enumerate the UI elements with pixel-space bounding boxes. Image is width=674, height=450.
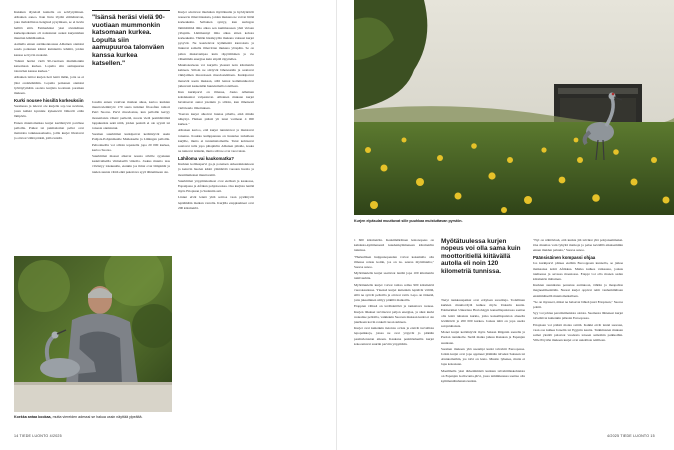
right-col-2 [441,298,525,430]
pull-quote [92,10,170,67]
paragraph: Kurjet ovat kuitenkin tietoisia ovista ja etsivät turvallisia lepopaikkoja, joissa ne ovat yöpyvät jo pitkään pesänvierustan aikaan. Kaukana pesimäalueilta kurjet kokoontuvat suuriin parviin yöpymään. [354,326,434,346]
page-folio-right: 4/2025 TIEDE LUONTO 15 [607,434,655,438]
paragraph: "Herkullisen huippunopeuden voivat kokemalla olla ilmassa reissu kotiin, jos on ns. seuraa myötätuulta," Suorsa sanoo. [354,254,434,270]
caption-bold: Kurjen elpäsulat muuttuvat sille puuhkaa muistuttavan pyrstön. [354,219,463,223]
paragraph: Suomessa ja tulevat ole kurjelle soy-vaa nevinna, joten kalkki kyennäe kykenevät lähtevät ettän lämpöön. [14,103,84,119]
left-photo-caption [14,415,174,420]
pull-quote-text: "Isänsä heräsi vielä 90-vuotiaan mummonkin katsomaan kurkea. Lopulta siin aamupuuroa talonväen kanssa kurkea katsellen." [92,14,165,67]
paragraph: Tietyt tankkauspaikat ovat erityisen suosittuja. Todellinen kurkien muuttoväylä kulkee myös Unkarin kautta. Esimerkiksi Unkarissa Hortobágyn kansallispuistossa saattaa olla lentä tuhansia kurkia, jotka kansallispuiston alueella levähtävät ja 200 000 kurkea. Joskus niitä on jopa useita satojatuhansia. [441,298,525,329]
paragraph: Kun kurkiparvi on ilmassa, Jouko Alhainen kohdekuntat valpastuvat. Alhainen mukaan kurjet havaitsevat aunat jotenkin jo silloin, kun ilmeisesti vielä kaulo ilmoituksen. [178,90,254,110]
paragraph: Kurjet odottavat mieluiten myötätuulia ja hyödyntävät nousevia ilmavirtauksia, joiden mukana ne voivat liitää korkeuksiin. Sellainen syntyy, kun auringon lämmittämä ilma alkaa sen kummassaan yhtä virtaan ylöspäin. Lämmennyt ilma alkaa sitten kohota korkeuksiin. Tämän hissikyydin mukana vakuasi kurjet pysyvät. Ne kaartelevat kymmeniä kierroksia ja liukuvat samalla ilmavirran mukana ylöspäin. Se on pidon mukavampaa kuin räpyttäminen ja vie vähemmän energiaa kuin siipilä räpyttelles. [178,10,254,61]
paragraph: "Kerran kurjet alkoivat huutaa pihalla, eikä minän näkynyt. Hetken päästä yli lensi varmaan 4 000 kurkea." [178,111,254,127]
right-photo-caption [354,219,554,224]
caption-text: mutta viereiden adesssi se hakua ussin näyttää ylpeältä. [52,415,143,419]
crane-in-meadow-photo [354,0,674,215]
paragraph: Suomen suurimmat kurkiparvet kerääntyvät usein Pohjois-Pohjanmaalle Muhokselle ja Limingan pelloille. Peltoalueilla voi silloin tepastella jopa 20 000 kurkea, kertoo Suorsa. [92,132,170,152]
right-col-3 [533,238,623,430]
paragraph: Kukkien täyteistä kuntelle on selviytyminen. Alhainen aaneo. Kun lintu löytää elämäntavan, joka mahdollistaa hengissä pysymisen, se ei hevin hellitä siitä. Esimerkiksi yksi sivuikäinen kurkenpoikanen oli nalastunut osaksi kurjenlahen muuttun lehmälaumaa. [14,10,84,41]
paragraph: Aamulla ennen aurinkonnousua Alhainen onnistui saada poikanen kiinni kuinnuttia lehmiä, joiden kanssa se hyvin ruokaisi. [14,42,84,57]
left-col-1 [14,10,84,248]
pull-quote-right [441,238,525,275]
paragraph: Alhaisen kertoo, että kurjet tunnistavat ja muistavat toisensa. Koskka kumppanuus on huutelee tarkalleen kurjille, mutta ei tuntemattomaille. Tutut kohtaavat saattavat tulla jopa pihapiiriin Alhaisen pihalle, koska ne tuntevat isännän, mutta silti ne ovat varovaisia. [178,128,254,154]
paragraph: Myötätuulella kurjet voivat taittaa reilua 900 kilometriä vuorokaudessa. Yleensä kurjet kuitenkin lepäävät välillä, sillä ne syövät pelloilla ja ottavat vettä. Lepo on tärkeää, jotta jaksaminen säilyy pitkillä matkoilla. [354,282,434,303]
left-col-2 [92,100,170,248]
section-subheading: Päänsisäinen kompassi ohjaa [533,255,596,261]
paragraph: Suomen mukaan yhä useampi kurki talvehtii Euroopassa. Jotkin kurjet ovat jopa oppineet jäämään talveksi Saksaan tai Alankomaihin, jos talvi on leuto. Muutto lyhenee, mutta ei lopu kokonaan. [441,346,525,367]
right-col-1 [354,238,434,430]
page-folio-left: 14 TIEDE LUONTO 4/2025 [14,434,62,438]
paragraph: "Nyt on nähtävissä, että kurkia jää talviksi yhä pohjoisemmaksi. Osa muuttaa vain lyhyitä matkoja ja palaa keväällä aikaisemmin ennen muiden paluuta," Suorsa sanoo. [533,238,623,253]
paragraph: Linnut eivät lennä yhtä soittoa vaan pysähtyvät lepäämään matkan varrella. Kurjilla etappisuhteet ovat 200 kilometriä. [178,195,254,210]
pull-quote-rule [92,10,170,11]
right-page [337,0,674,450]
paragraph: Suurimmat massat alkavat nousta siiville syyskuun keskivaiheilla viimeisellä viikolla. Joskus muutto taas viivästyy lokakuulle, etenkin jos ilmat ovat lämpimät ja tuulen suunta väärä eikä pakottava syyä lähtemiseen ole. [92,154,170,174]
caption-bold: Koekka antaa kookaa, [14,415,52,419]
paragraph: Myötätuulella kurjet saattavat lentää jopa 100 kilometrin tuntivauhtia. [354,271,434,281]
left-col-3 [178,10,254,428]
man-with-crane-photo [14,256,172,412]
paragraph: Suurimmat yöpymiskohteet ovat etelässä ja kaakossa, Espanjassa ja Afrikan pohjoisosissa. Osa kurjista lentää myös Etiopiaan ja Sudaniin asti. [178,178,254,194]
paragraph: Kurkien kolmaspervi ga-ja ponaisen Arkeaalukokkoon ja ketuvin huolen käsitt ymmärtää vuosien huolta ja monimutkaiset muuttoreitit. [178,162,254,177]
paragraph: Syy voi johtua paratiisimaisista oloista. Suomesta lähteneet kurjet talvehtivat kuitenkin pääosin Euroopassa. [533,311,623,321]
paragraph: "Se on mysteeri, miksi ne halaavat lähteä juuri Etiopiaan," Suorsa pohtii. [533,299,623,309]
paragraph: Jos kurkiparvi pääsee etelään Eurooppaan kunnolla, se jatkaa matkaansa kohti Afrikkaa. Matka kulkee vaikeassa, joskus tuulisessa ja aavassa maastossa. Etappi voi olla monen sadan kilometrin mittainen. [533,261,623,281]
section-subheading: Kurki nousee hissillä korkeuksiin [14,97,84,103]
paragraph: Kurkien suunnistus perustuu aurinkoon, tähtiin ja maapallon magneettikenttään. Nuoret kurjet oppivat reitit vanhemmiltaan ensimmäisellä muuttomatkallaan. [533,283,623,298]
section-subheading: Lähiloma vai kaukomatka? [178,155,234,161]
paragraph: Etiopiaan voi päästä monta reittiä. Kaikki eivät lennä suoraan, vaan osa kulkee Israelin tai Egyptin kautta. Tutkimusten mukaan samat yksilöt palaavat vuodesta toiseen samoihin paikkoihin. Ville Pöyriön mukaan kurjet ovat uskollisia reitilleen. [533,322,623,343]
paragraph: Alhainen laittoi kurjen heti lentä mään, jotta se ei jäisi ondalehmään. Lopulta poikanen onnistui lyöttäytymään osoista kurjista koottuun poraikan mukaan. [14,75,84,96]
paragraph: Jossäin ennen vaativan matkan aikaa, kertoo kurkien muuttoviemittyöt 170 sauta tutkinut filosofian tohtori Petri Suorsa. Parvi muodostuu, kun pelloille kertyy monenlaista väkeä: perhettä, nuoria vielä pesimättömiä lappukurkia sekä niitä, joiden pesintä ei ole syystä tai toisesta onnistunut. [92,100,170,131]
paragraph: 1 600 kilometriin. Keskimääräinen lentonopeus on kahdesta-kymmenestä kuudenkymmeneen kilometriin tunnissa. [354,238,434,253]
paragraph: Etappien välissä on levähdettävä ja tankattava ruokaa. Kurjen lihakset tarvitsevat paljon energiaa, ja siksi kurki ruokailee pelloilla, vaikkakin Suorsan mukaan kurki ei ole juurikaan kovin ronkeli ruoan suhteen. [354,304,434,325]
paragraph: Maailmalla yksi tärkeimmistä kurkien talvehtimiskohteista on Espanjan Gallocanta-järvi, jossa tammikuussa saattaa olla kymmeniätuhansia kurkia. [441,368,525,384]
paragraph: Monet kurjet kerääntyvät myös Saksan Rügenin saarelle ja Puolan rannikolle. Sieltä matka jatkuu Ranskan ja Espanjan suuntaan. [441,330,525,345]
paragraph: Muuttokorkeus voi kurjella yleensä noin kilometrin kahteen. Silloin ne siirtyvät lähetessään ja saattavat vikirjaimen muotoiseen muodostelmaan. Kurkiparvet menevät usein mukaan, sillä lennot kommunikoivat jatkuvasti keskenään huutelemalla toisilleen. [178,63,254,88]
paragraph: Ennen muuttomatkaa kurjet kerääntyvät parvikse pelloille. Paikat tai puimattomat pellot ovat mainioita tankkaasaalueita, joilla kurjet lihottavat ja ottavat vähiä pärkiä, joilla lentää. [14,120,84,141]
pull-quote-text: Myötätuulessa kurjen nopeus voi olla sama kuin moottoritiellä kiitävällä autolla eli noin 120 kilometriä tunnissa. [441,238,521,275]
paragraph: "Isänsä heräsi vielä 90-vuotiaan mummonkin katsomaan kurkea. Lopulta siin aamupuurua talonväen kanssa kurkea." [14,58,84,74]
